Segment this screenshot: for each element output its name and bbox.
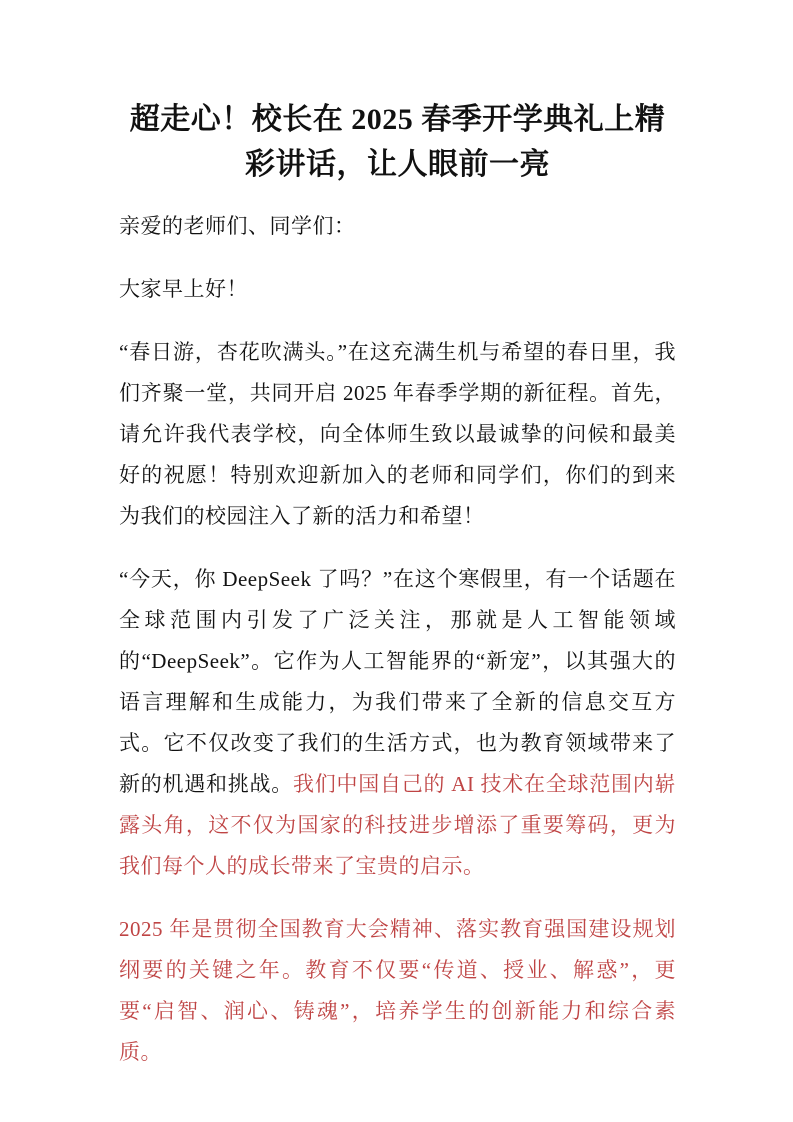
paragraph-education-2025 <box>119 909 676 1073</box>
text-run: “今天，你 DeepSeek 了吗？”在这个寒假里，有一个话题在全球范围内引发了广泛关注，那就是人工智能领域的“DeepSeek”。它作为人工智能界的“新宠”，以其强大的语言理解和生成能力，为我们带来了全新的信息交互方式。它不仅改变了我们的生活方式，也为教育领域带来了新的机遇和挑战。 <box>119 567 676 796</box>
text-run: 亲爱的老师们、同学们： <box>119 214 356 238</box>
highlighted-text-run: 2025 年是贯彻全国教育大会精神、落实教育强国建设规划纲要的关键之年。教育不仅要“传道、授业、解惑”，更要“启智、润心、铸魂”，培养学生的创新能力和综合素质。 <box>119 917 676 1064</box>
text-run: “春日游，杏花吹满头。”在这充满生机与希望的春日里，我们齐聚一堂，共同开启 2025 年春季学期的新征程。首先，请允许我代表学校，向全体师生致以最诚挚的问候和最美好的祝愿！特别欢迎新加入的老师和同学们，你们的到来为我们的校园注入了新的活力和希望！ <box>119 340 676 528</box>
paragraph-deepseek <box>119 559 676 887</box>
paragraph-spring-opening <box>119 332 676 537</box>
paragraph-greeting <box>119 269 676 310</box>
highlighted-text-run: 我们中国自己的 AI 技术在全球范围内崭露头角，这不仅为国家的科技进步增添了重要筹码，更为我们每个人的成长带来了宝贵的启示。 <box>119 772 676 878</box>
text-run: 大家早上好！ <box>119 277 248 301</box>
document-title: 超走心！校长在 2025 春季开学典礼上精彩讲话，让人眼前一亮 <box>129 103 666 181</box>
paragraph-salutation <box>119 206 676 247</box>
